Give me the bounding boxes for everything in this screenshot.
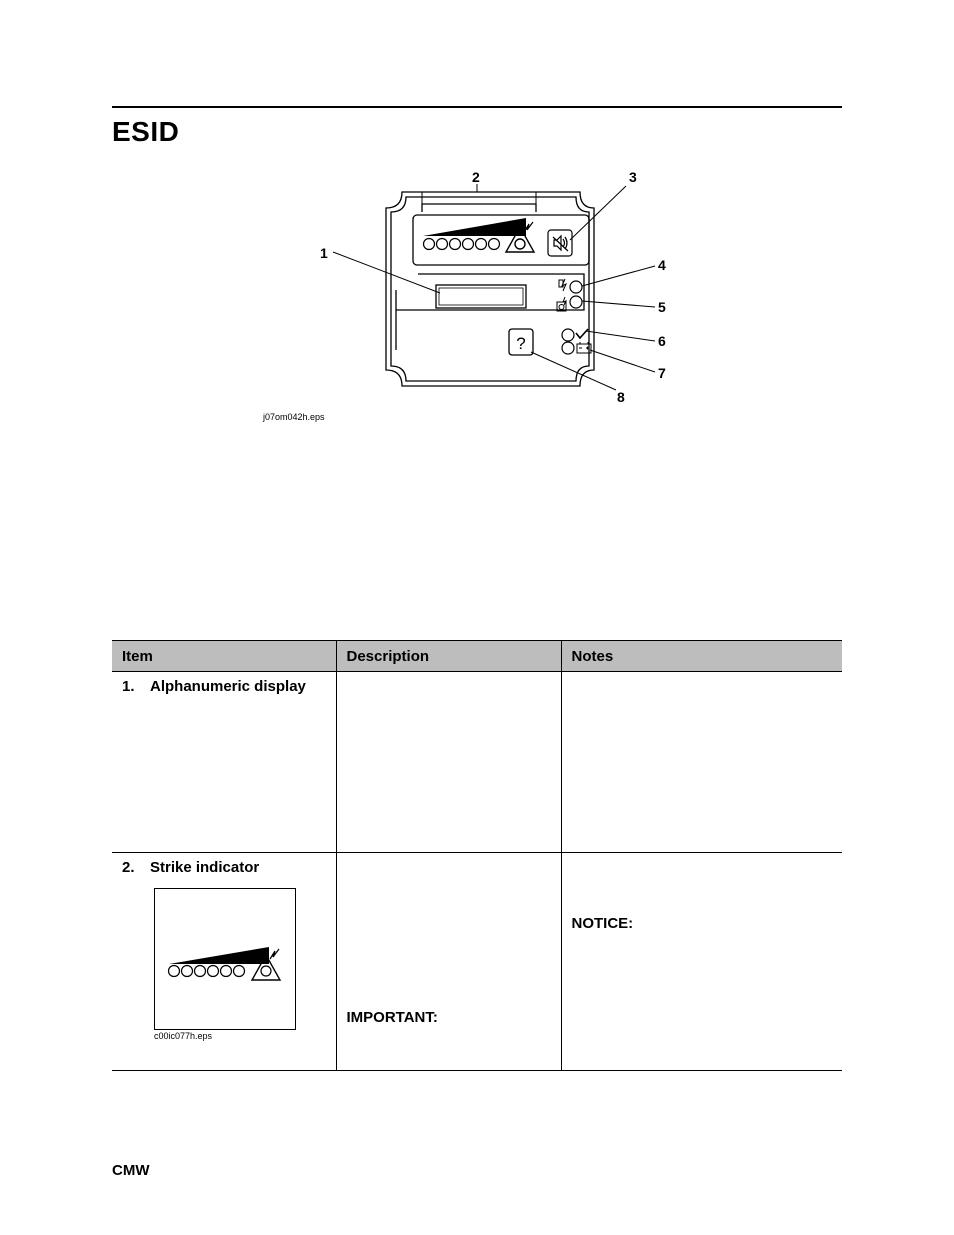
callout-8: 8	[617, 389, 625, 405]
header-description: Description	[336, 641, 561, 672]
item-label: Alphanumeric display	[150, 678, 306, 695]
strike-image-caption: c00ic077h.eps	[154, 1031, 213, 1041]
led-4	[570, 281, 582, 293]
led-7	[562, 342, 574, 354]
description-cell	[336, 672, 561, 853]
top-rule	[112, 106, 842, 108]
lightning-box-icon	[557, 297, 566, 311]
callout-5: 5	[658, 299, 666, 315]
description-cell	[336, 853, 561, 1071]
notes-cell	[561, 672, 842, 853]
callout-3: 3	[629, 169, 637, 185]
lightning-plug-icon	[559, 279, 566, 291]
item-number: 2.	[122, 859, 135, 876]
item-cell	[112, 672, 336, 853]
strike-indicator-icon	[155, 889, 295, 1029]
items-table	[112, 640, 842, 1071]
led-5	[570, 296, 582, 308]
page-footer: CMW	[112, 1162, 150, 1179]
strike-indicator-image	[154, 888, 296, 1030]
svg-text:?: ?	[516, 334, 526, 353]
callout-6: 6	[658, 333, 666, 349]
help-icon	[509, 329, 533, 355]
item-number: 1.	[122, 678, 135, 695]
check-icon	[576, 329, 588, 338]
item-cell	[112, 853, 336, 1071]
callout-4: 4	[658, 257, 666, 273]
led-6	[562, 329, 574, 341]
notes-cell	[561, 853, 842, 1071]
item-label: Strike indicator	[150, 859, 260, 876]
table-row	[112, 853, 842, 1071]
mute-speaker-icon	[548, 230, 572, 256]
header-notes: Notes	[561, 641, 842, 672]
callout-7: 7	[658, 365, 666, 381]
page-title: ESID	[112, 116, 180, 147]
callout-1: 1	[320, 245, 328, 261]
figure-caption: j07om042h.eps	[263, 412, 325, 422]
header-item: Item	[112, 641, 336, 672]
notice-label: NOTICE:	[571, 915, 634, 932]
table-header-row	[112, 641, 842, 672]
important-label: IMPORTANT:	[346, 1009, 438, 1026]
esid-panel-figure	[250, 160, 700, 410]
callout-2: 2	[472, 169, 480, 185]
strike-leds	[424, 239, 500, 250]
table-row	[112, 672, 842, 853]
strike-bar-icon	[423, 218, 526, 236]
